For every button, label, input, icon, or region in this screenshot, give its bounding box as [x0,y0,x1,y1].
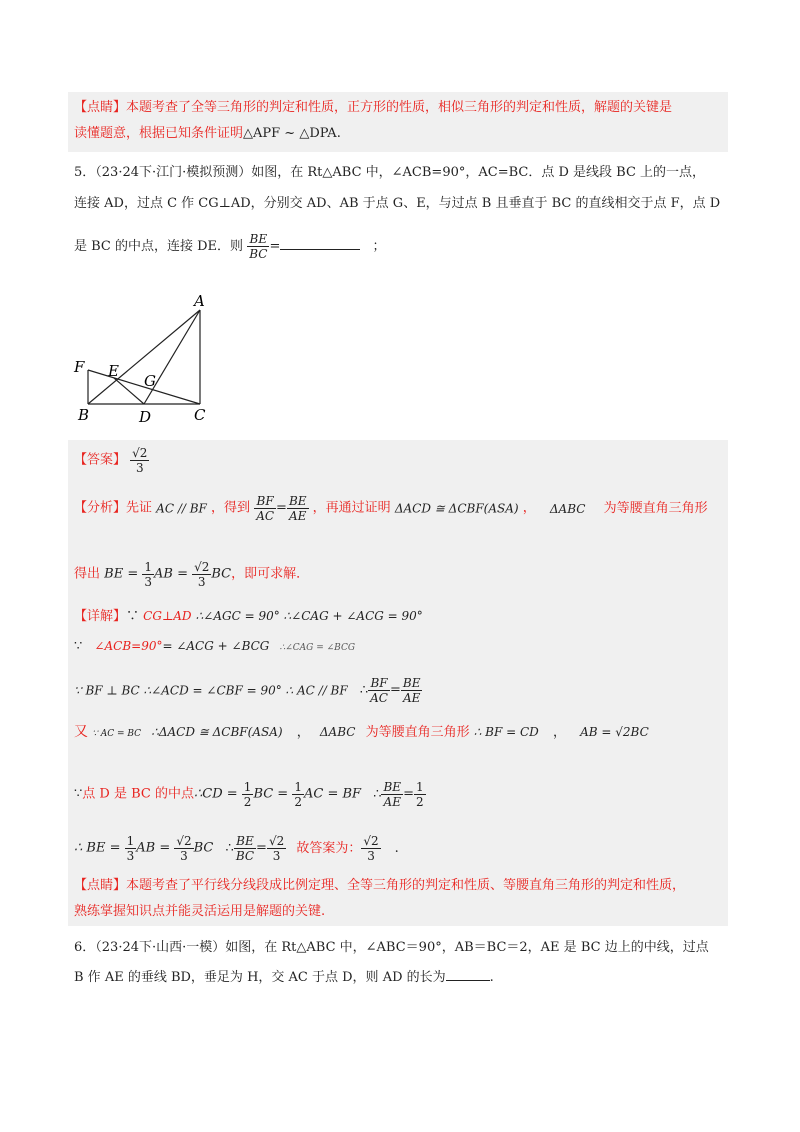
analysis-frac-4 [192,560,211,589]
note-1-line-2 [74,124,341,144]
q5-line-3 [74,232,386,261]
note-2-line-1 [74,876,685,896]
q5-frac-num: BE [247,232,269,247]
detail-r6id: 3 [272,849,281,863]
detail-row-6 [74,834,399,863]
detail-r5-frac-3 [381,780,403,809]
q5-semicolon: ； [372,239,386,254]
analysis-frac-1 [254,494,276,523]
label-G: G [144,372,156,390]
note-1-math: △APF ~ △DPA [243,126,337,141]
analysis-m5: AB = [154,566,193,582]
detail-r5-frac-1 [242,780,254,809]
detail-r3b: ∴ [359,682,369,698]
note-2-tag: 【点睛】 [74,878,127,893]
detail-r5e: AC = BF [303,786,362,802]
q6-line-1: 6．（23·24下·山西·一模）如图，在 Rt△ABC 中，∠ABC＝90°，AB＝BC＝2，AE 是 BC 边上的中线，过点 [74,940,709,955]
answer-num: √2 [132,446,148,460]
analysis-f1d: AC [256,509,275,523]
detail-r4h: ， [552,725,566,740]
label-D: D [139,408,152,426]
detail-r4f: 为等腰直角三角形 [365,725,470,740]
analysis-t7: ，即可求解． [231,566,310,582]
detail-r6hd: BC [235,849,255,863]
detail-r5hd: 2 [415,795,424,809]
detail-r3a: ∵ BF ⊥ BC ∴∠ACD = ∠CBF = 90° ∴ AC // BF [74,683,348,698]
note-1-line-1 [74,98,672,118]
detail-r3-frac-1 [368,676,390,705]
detail-r5c: ∴CD = [193,786,242,802]
answer-tag: 【答案】 [74,452,127,468]
answer-fraction [130,446,149,475]
analysis-f3n: 1 [144,560,152,574]
detail-r3-frac-2 [401,676,423,705]
analysis-f4n: √2 [194,560,210,574]
analysis-t5: 为等腰直角三角形 [603,500,708,516]
analysis-f1n: BF [254,494,276,509]
label-E: E [108,362,119,380]
note-1-end: . [336,126,341,141]
detail-r5hn: 1 [415,780,424,794]
detail-r4d: ， [296,725,310,740]
detail-r5fd-2: 2 [294,795,302,809]
detail-row-5 [74,780,426,809]
answer-row [74,446,149,475]
analysis-t1: 先证 [126,500,153,516]
label-A: A [194,292,205,310]
detail-row-2 [74,636,355,658]
detail-r3-eq: = [389,682,401,698]
q5-answer-blank [280,237,360,250]
analysis-f2d: AE [289,509,307,523]
q5-line-2: 连接 AD，过点 C 作 CG⊥AD，分别交 AD、AB 于点 G、E，与过点 B 且垂直于 BC 的直线相交于点 F，点 D [74,196,721,211]
detail-r6in: √2 [268,834,285,848]
analysis-frac-3 [142,560,154,589]
note-2-line-2: 熟练掌握知识点并能灵活运用是解题的关键. [74,904,326,919]
analysis-eq: = [276,500,287,516]
label-F: F [74,358,85,376]
note-1-tag: 【点睛】 [74,100,127,115]
detail-r3fd2: AE [402,691,421,705]
detail-r6a: ∴ BE = [74,840,125,856]
detail-r5-frac-4 [414,780,426,809]
note-1-text-1: 本题考查了全等三角形的判定和性质，正方形的性质，相似三角形的判定和性质，解题的关键是 [126,100,673,115]
analysis-t4: ， [522,500,536,516]
detail-r6c: BC [193,840,214,856]
detail-r4g: ∴ BF = CD [473,725,539,739]
detail-r2a: ∵ [74,639,83,654]
detail-r5-frac-2 [292,780,304,809]
analysis-frac-2 [287,494,309,523]
analysis-row-1 [74,494,708,523]
label-B: B [78,406,90,424]
detail-r6fn: 1 [126,834,135,848]
analysis-row-2 [74,560,309,589]
detail-r2d: ∴∠CAG = ∠BCG [279,643,356,653]
detail-r5a: ∵ [74,786,83,802]
detail-r6b: AB = [136,840,175,856]
detail-row-4 [74,722,649,744]
detail-r5fn: 1 [243,780,252,794]
detail-row-1 [74,606,423,627]
analysis-f3d: 3 [144,575,152,589]
detail-r6-frac-2 [174,834,193,863]
detail-r6-frac-1 [125,834,137,863]
detail-r6jd: 3 [367,849,375,863]
analysis-t6: 得出 [74,566,101,582]
q6-period: . [489,970,494,985]
detail-r6fd: 3 [126,849,135,863]
detail-r1b: CG⊥AD [143,609,192,623]
detail-r4a: 又 [74,724,88,740]
analysis-tag: 【分析】 [74,500,127,516]
detail-r5gd: AE [383,795,401,809]
detail-r6g: . [394,840,399,856]
detail-r3fd: AC [370,691,388,705]
detail-r5fd: 2 [243,795,252,809]
detail-r6-frac-3 [234,834,256,863]
analysis-m4: BE = [104,566,143,582]
geometry-figure [70,290,220,430]
detail-r5-eq: = [403,786,414,802]
detail-r6-frac-5 [361,834,380,863]
q5-eq: = [269,239,281,254]
detail-r5gn: BE [383,780,402,794]
detail-r6gd: 3 [180,849,188,863]
detail-r6jn: √2 [363,834,379,848]
detail-r2c: = ∠ACG + ∠BCG [162,639,270,653]
q5-fraction [247,232,269,261]
detail-r4b: ∵ AC = BC [92,729,142,739]
note-1-text-2: 读懂题意，根据已知条件证明 [74,126,244,141]
q6-line-2 [74,968,494,988]
analysis-f4d: 3 [197,575,206,589]
detail-r1a: ∵ [126,609,140,624]
q5-line-3-text: 是 BC 的中点，连接 DE．则 [74,239,244,254]
detail-r5fn-2: 1 [294,780,302,794]
analysis-m6: BC [211,566,232,582]
analysis-m3: ΔABC [549,501,586,516]
q5-line-1: 5．（23·24下·江门·模拟预测）如图，在 Rt△ABC 中，∠ACB=90°，AC=BC．点 D 是线段 BC 上的一点， [74,165,706,180]
detail-r6-frac-4 [267,834,286,863]
detail-r4c: ∴ΔACD ≅ ΔCBF(ASA) [151,725,283,739]
detail-r3fn: BF [368,676,390,691]
detail-r3fn2: BE [402,676,421,690]
detail-r6hn: BE [234,834,256,849]
detail-row-3 [74,676,422,705]
label-C: C [194,406,206,424]
detail-r5f: ∴ [373,786,382,802]
q6-answer-blank [446,968,490,981]
detail-r2b: ∠ACB=90° [94,639,163,653]
analysis-m1: AC // BF [156,501,207,516]
note-2-text-1: 本题考查了平行线分线段成比例定理、全等三角形的判定和性质、等腰直角三角形的判定和性质， [126,878,686,893]
detail-tag: 【详解】 [74,609,127,624]
detail-r5b: 点 D 是 BC 的中点 [82,786,194,802]
answer-den: 3 [135,461,144,475]
detail-r4e: ΔABC [319,725,356,739]
detail-r5d: BC = [253,786,293,802]
detail-r6f: 故答案为： [296,840,362,856]
detail-r6e: = [256,840,267,856]
detail-r4i: AB = √2BC [580,725,649,739]
analysis-m2: ΔACD ≅ ΔCBF(ASA) [394,501,519,516]
detail-r6gn: √2 [176,834,192,848]
detail-r6d: ∴ [225,840,234,856]
q6-line-2-text: B 作 AE 的垂线 BD，垂足为 H，交 AC 于点 D，则 AD 的长为 [74,970,446,985]
q5-frac-den: BC [249,247,268,261]
detail-r1c: ∴∠AGC = 90° ∴∠CAG + ∠ACG = 90° [195,609,423,623]
analysis-t2: ，得到 [211,500,251,516]
analysis-f2n: BE [288,494,307,508]
analysis-t3: ，再通过证明 [312,500,391,516]
